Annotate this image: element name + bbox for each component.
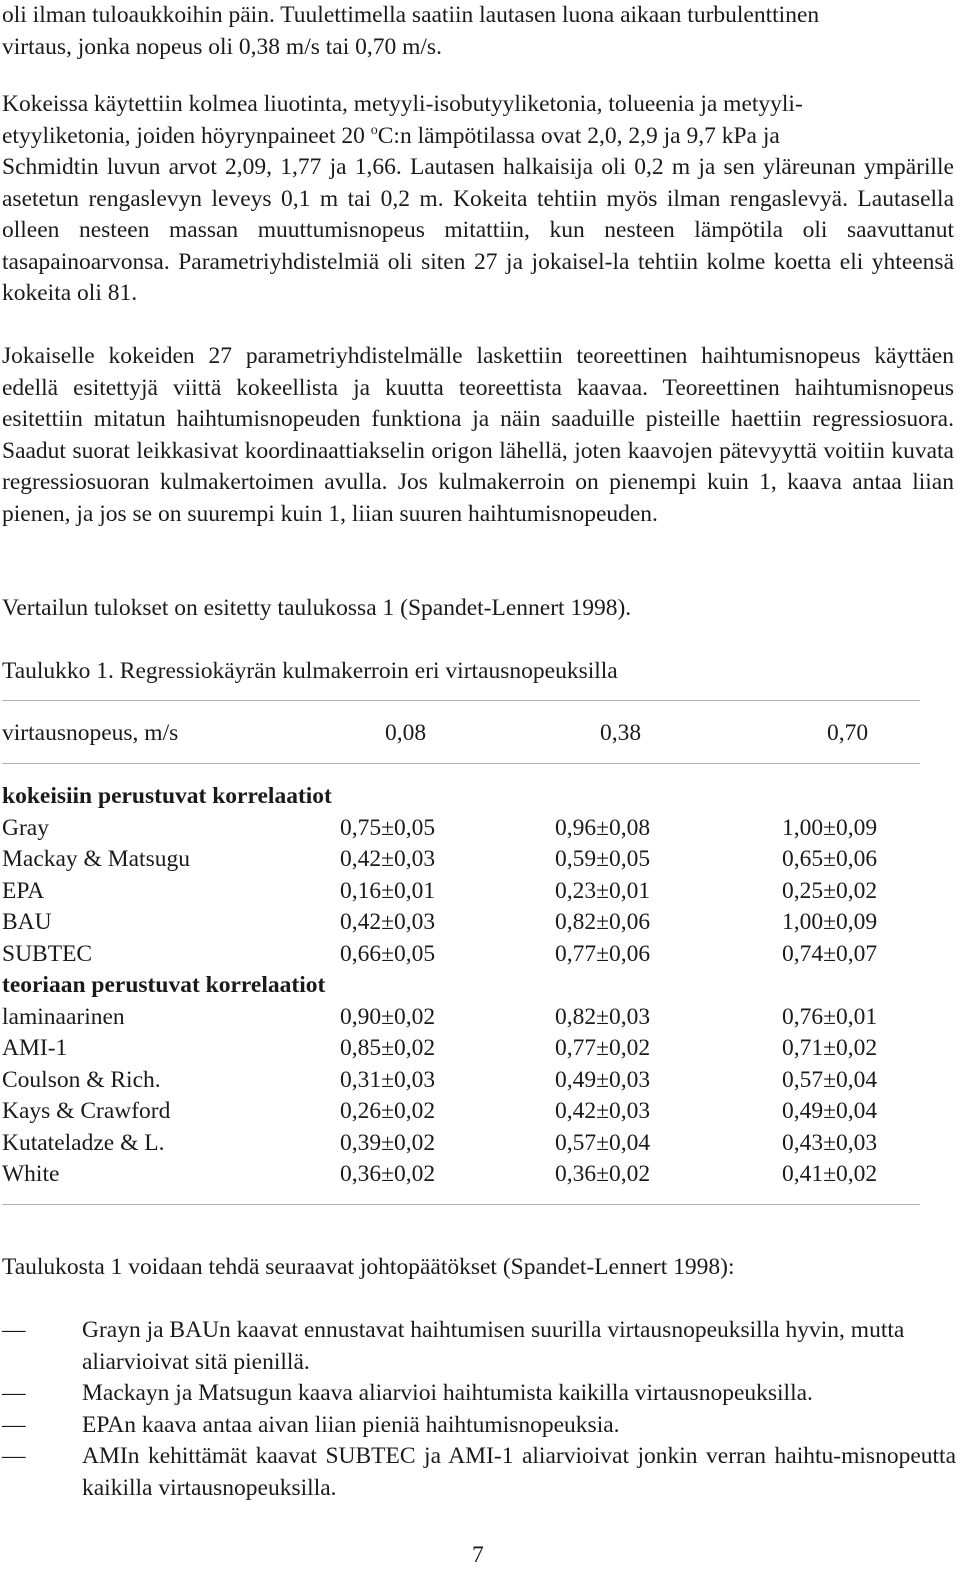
table-row [2,813,942,845]
table-cell-name: White [2,1161,60,1187]
table-cell: 0,42±0,03 [340,846,436,872]
table-cell: 0,77±0,06 [555,940,651,967]
table-row [2,1159,942,1191]
section-title-text: kokeisiin perustuvat korrelaatiot [2,783,332,809]
table-cell: 0,96±0,08 [555,814,651,841]
table-cell: 0,36±0,02 [555,1161,651,1187]
table-rule-bottom [2,1204,920,1205]
table-row [2,1033,942,1065]
table-cell: 0,85±0,02 [340,1035,436,1061]
list-item-text: AMIn kehittämät kaavat SUBTEC ja AMI-1 aliarvioivat jonkin verran haihtu-misnopeutta kaikilla virtausnopeuksilla. [82,1443,956,1501]
table-cell-name: Mackay & Matsugu [2,846,190,872]
table-rule-header [2,763,920,764]
conclusions-intro: Taulukosta 1 voidaan tehdä seuraavat johtopäätökset (Spandet-Lennert 1998): [2,1254,735,1280]
table-cell-name: EPA [2,877,45,904]
text-segment: C:n lämpötilassa ovat 2,0, 2,9 ja 9,7 kPa ja [377,122,780,149]
table-cell: 0,42±0,03 [555,1098,651,1124]
table-row [2,876,942,908]
table-cell: 0,39±0,02 [340,1129,436,1156]
table-cell: 0,82±0,03 [555,1003,651,1030]
table-cell-name: laminaarinen [2,1003,125,1030]
header-cell-speed-3: 0,70 [827,720,869,746]
table-cell: 0,66±0,05 [340,940,436,967]
section-title-text: teoriaan perustuvat korrelaatiot [2,972,326,998]
table-cell: 0,43±0,03 [782,1129,878,1156]
paragraph-method: Jokaiselle kokeiden 27 parametriyhdistelmälle laskettiin teoreettinen haihtumisnopeus käyttäen edellä esitettyjä viittä kokeellista ja kuutta teoreettista kaavaa. Teoreettinen haihtumisnopeus esitettiin mitatun haihtumisnopeuden funktiona ja näin saaduille pisteille haettiin regressiosuora. Saadut suorat leikkasivat koordinaattiakselin origon lähellä, joten kaavojen pätevyyttä voitiin kuvata regressiosuoran kulmakertoimen avulla. Jos kulmakerroin on pienempi kuin 1, kaava antaa liian pienen, ja jos se on suurempi kuin 1, liian suuren haihtumisnopeuden. [2,343,954,527]
table-row [2,907,942,939]
table-cell: 0,90±0,02 [340,1003,436,1030]
header-cell-speed-2: 0,38 [600,720,642,746]
table-cell: 0,75±0,05 [340,814,436,841]
table-cell: 0,31±0,03 [340,1066,436,1093]
table-cell: 0,25±0,02 [782,877,878,904]
table-header-row [2,718,942,750]
table-section-title [2,781,942,813]
table-cell: 0,26±0,02 [340,1098,436,1124]
table-row [2,1002,942,1034]
table-rule-top [2,700,920,701]
table-cell-name: Kutateladze & L. [2,1129,165,1156]
list-item-text: Mackayn ja Matsugun kaava aliarvioi haihtumista kaikilla virtausnopeuksilla. [82,1380,813,1406]
table-cell: 0,65±0,06 [782,846,878,872]
table-cell-name: SUBTEC [2,940,93,967]
table-cell: 0,23±0,01 [555,877,651,904]
table-row [2,844,942,876]
table-cell-name: AMI-1 [2,1035,68,1061]
dash-bullet: — [2,1443,26,1469]
list-item-text: EPAn kaava antaa aivan liian pieniä haihtumisnopeuksia. [82,1411,620,1438]
table-cell: 0,36±0,02 [340,1161,436,1187]
table-cell-name: Coulson & Rich. [2,1066,161,1093]
degree-superscript: o [370,122,378,138]
paragraph-experiments-line-1: Kokeissa käytettiin kolmea liuotinta, metyyli-isobutyyliketonia, tolueenia ja metyyli- [2,91,803,117]
paragraph-intro-line-1: oli ilman tuloaukkoihin päin. Tuulettimella saatiin lautasen luona aikaan turbulenttinen [2,2,820,28]
table-cell: 0,57±0,04 [782,1066,878,1093]
page-number: 7 [472,1542,484,1568]
table-cell: 0,74±0,07 [782,940,878,967]
list-item-text: Grayn ja BAUn kaavat ennustavat haihtumisen suurilla virtausnopeuksilla hyvin, mutta aliarvioivat sitä pienillä. [82,1317,905,1375]
dash-bullet: — [2,1317,26,1343]
table-cell: 0,49±0,03 [555,1066,651,1093]
paragraph-experiments-line-2 [2,121,954,153]
table-cell: 1,00±0,09 [782,814,878,841]
header-cell-label: virtausnopeus, m/s [2,720,179,746]
table-cell: 0,49±0,04 [782,1098,878,1124]
table-row [2,939,942,971]
header-cell-speed-1: 0,08 [385,720,427,746]
dash-bullet: — [2,1380,26,1406]
table-caption: Taulukko 1. Regressiokäyrän kulmakerroin eri virtausnopeuksilla [2,658,618,684]
table-cell: 0,16±0,01 [340,877,436,904]
table-cell: 0,59±0,05 [555,846,651,872]
paragraph-results-ref: Vertailun tulokset on esitetty taulukossa 1 (Spandet-Lennert 1998). [2,595,632,621]
table-cell-name: Gray [2,814,49,841]
table-row [2,1128,942,1160]
table-row [2,1096,942,1128]
table-cell-name: BAU [2,909,52,935]
table-cell: 0,41±0,02 [782,1161,878,1187]
table-cell: 1,00±0,09 [782,909,878,935]
dash-bullet: — [2,1411,26,1438]
table-cell: 0,71±0,02 [782,1035,878,1061]
text-segment: etyyliketonia, joiden höyrynpaineet 20 [2,122,371,149]
table-cell: 0,57±0,04 [555,1129,651,1156]
table-cell: 0,42±0,03 [340,909,436,935]
table-cell-name: Kays & Crawford [2,1098,171,1124]
table-cell: 0,77±0,02 [555,1035,651,1061]
table-cell: 0,76±0,01 [782,1003,878,1030]
paragraph-experiments-body: Schmidtin luvun arvot 2,09, 1,77 ja 1,66. Lautasen halkaisija oli 0,2 m ja sen yläreunan ympärille asetetun rengaslevyn leveys 0,1 m tai 0,2 m. Kokeita tehtiin myös ilman rengaslevyä. Lautasella olleen nesteen massan muuttumisnopeus mitattiin, kun nesteen lämpötila oli saavuttanut tasapainoarvonsa. Parametriyhdistelmiä oli siten 27 ja jokaisel-la tehtiin kolme koetta eli yhteensä kokeita oli 81. [2,154,954,306]
table-row [2,1065,942,1097]
table-section-title [2,970,942,1002]
table-cell: 0,82±0,06 [555,909,651,935]
paragraph-intro-line-2: virtaus, jonka nopeus oli 0,38 m/s tai 0,70 m/s. [2,33,442,60]
